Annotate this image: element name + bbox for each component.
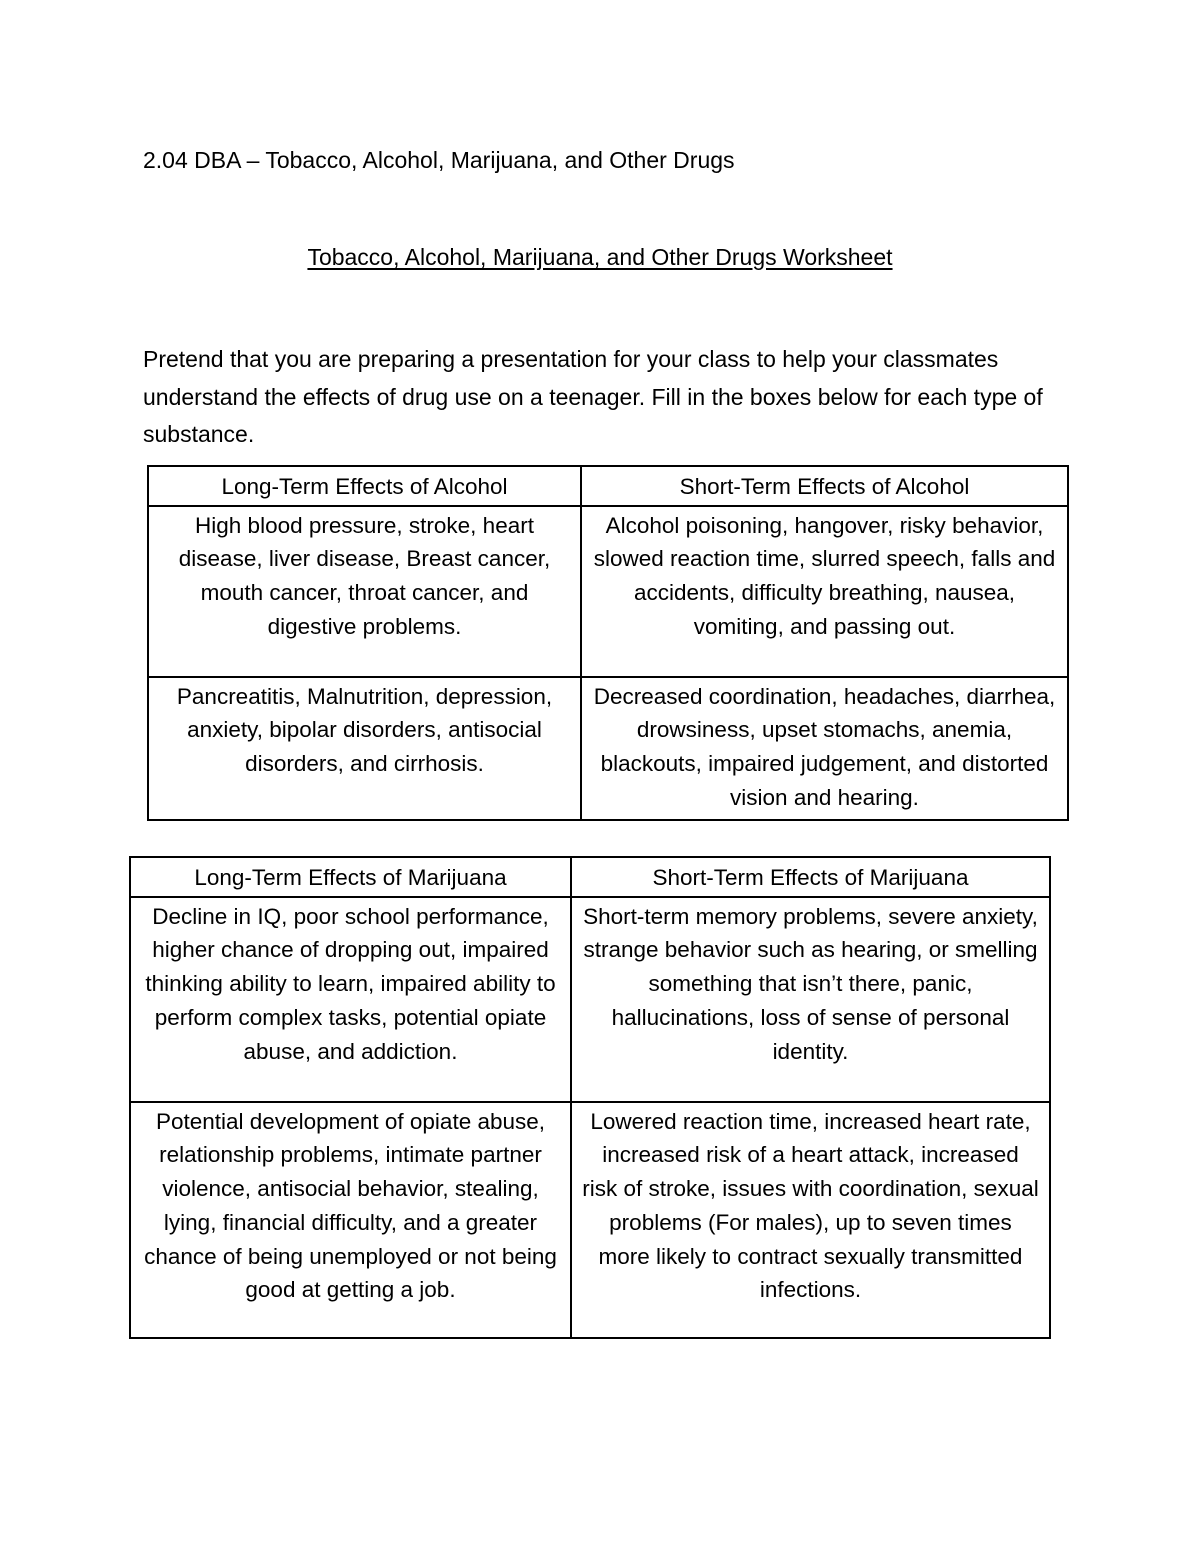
long-term-marijuana-cell[interactable]: Potential development of opiate abuse, relationship problems, intimate partner violence, antisocial behavior, stealing, lying, financial difficulty, and a greater chance of being unemployed or not being good at getting a job. <box>130 1102 571 1338</box>
long-term-alcohol-cell[interactable]: Pancreatitis, Malnutrition, depression, anxiety, bipolar disorders, antisocial disorders, and cirrhosis. <box>148 677 581 820</box>
short-term-alcohol-cell[interactable]: Decreased coordination, headaches, diarrhea, drowsiness, upset stomachs, anemia, blackouts, impaired judgement, and distorted vision and hearing. <box>581 677 1068 820</box>
short-term-marijuana-cell[interactable]: Short-term memory problems, severe anxiety, strange behavior such as hearing, or smelling something that isn’t there, panic, hallucinations, loss of sense of personal identity. <box>571 897 1050 1102</box>
worksheet-title-block <box>0 240 1200 274</box>
table-row <box>148 506 1068 677</box>
table-row <box>130 1102 1050 1338</box>
short-term-alcohol-cell[interactable]: Alcohol poisoning, hangover, risky behavior, slowed reaction time, slurred speech, falls and accidents, difficulty breathing, nausea, vomiting, and passing out. <box>581 506 1068 677</box>
table-header-row <box>130 857 1050 897</box>
worksheet-title: Tobacco, Alcohol, Marijuana, and Other Drugs Worksheet <box>307 244 893 270</box>
table-header-row <box>148 466 1068 506</box>
instructions-paragraph: Pretend that you are preparing a presentation for your class to help your classmates understand the effects of drug use on a teenager. Fill in the boxes below for each type of substance. <box>143 346 1043 447</box>
long-term-marijuana-header: Long-Term Effects of Marijuana <box>130 857 571 897</box>
alcohol-effects-table <box>147 465 1069 821</box>
table-row <box>130 897 1050 1102</box>
short-term-alcohol-header: Short-Term Effects of Alcohol <box>581 466 1068 506</box>
document-header: 2.04 DBA – Tobacco, Alcohol, Marijuana, and Other Drugs <box>143 147 735 173</box>
long-term-alcohol-header: Long-Term Effects of Alcohol <box>148 466 581 506</box>
table-row <box>148 677 1068 820</box>
short-term-marijuana-cell[interactable]: Lowered reaction time, increased heart rate, increased risk of a heart attack, increased risk of stroke, issues with coordination, sexual problems (For males), up to seven times more likely to contract sexually transmitted infections. <box>571 1102 1050 1338</box>
marijuana-effects-table <box>129 856 1051 1339</box>
long-term-alcohol-cell[interactable]: High blood pressure, stroke, heart disease, liver disease, Breast cancer, mouth cancer, throat cancer, and digestive problems. <box>148 506 581 677</box>
long-term-marijuana-cell[interactable]: Decline in IQ, poor school performance, higher chance of dropping out, impaired thinking ability to learn, impaired ability to perform complex tasks, potential opiate abuse, and addiction. <box>130 897 571 1102</box>
short-term-marijuana-header: Short-Term Effects of Marijuana <box>571 857 1050 897</box>
